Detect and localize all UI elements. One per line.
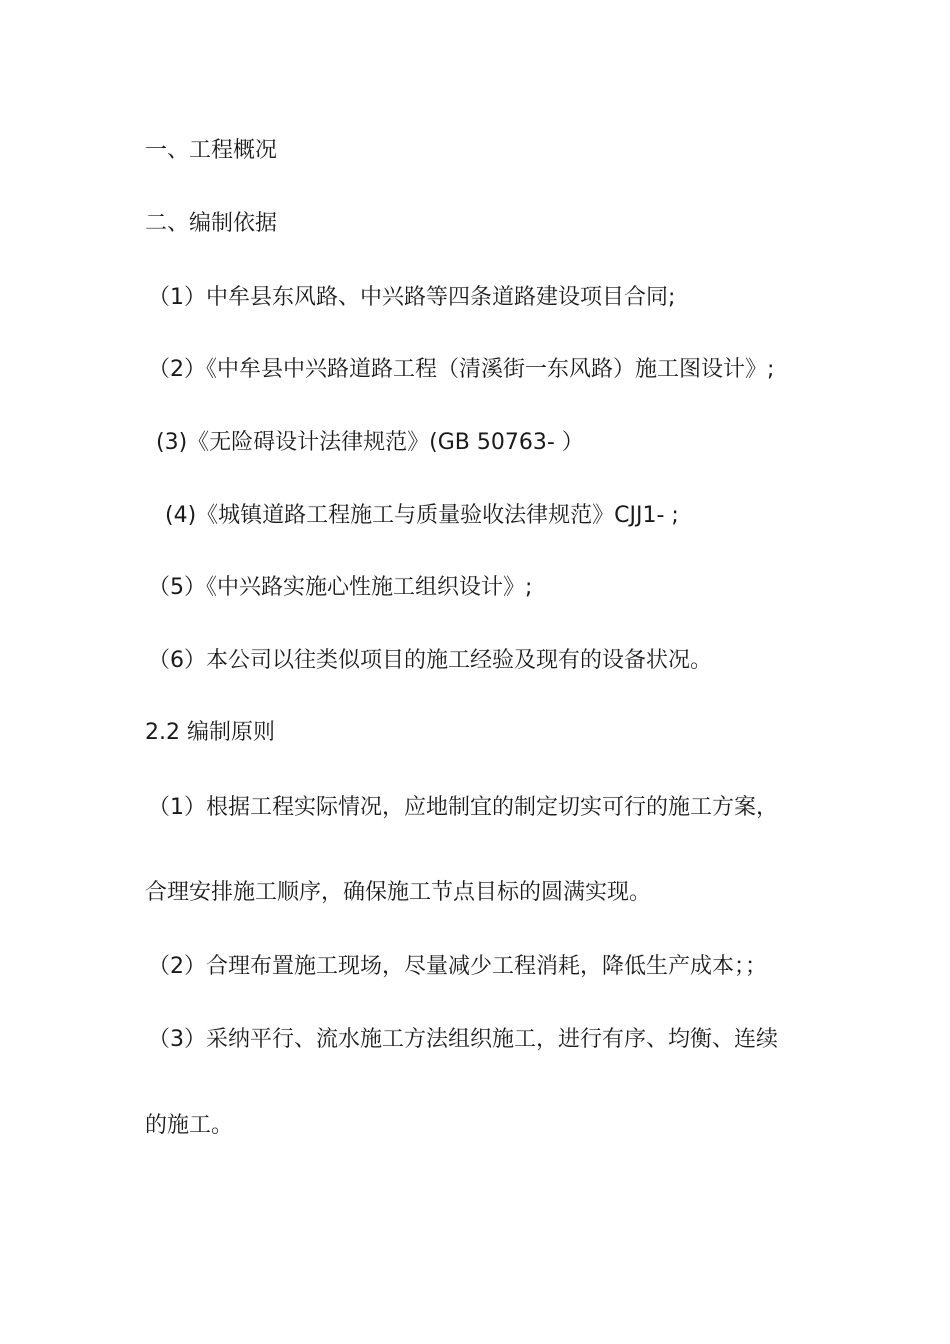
principle-1-line-1: （1）根据工程实际情况，应地制宜的制定切实可行的施工方案， xyxy=(148,795,778,820)
section-2-2-title: 2.2 编制原则 xyxy=(145,720,275,745)
basis-item-4: (4)《城镇道路工程施工与质量验收法律规范》CJJ1- ; xyxy=(165,503,679,528)
basis-item-1: （1）中牟县东风路、中兴路等四条道路建设项目合同; xyxy=(148,285,676,310)
principle-3-line-1: （3）采纳平行、流水施工方法组织施工，进行有序、均衡、连续 xyxy=(148,1027,778,1052)
principle-3-line-2: 的施工。 xyxy=(145,1113,234,1138)
basis-item-5: （5）《中兴路实施心性施工组织设计》; xyxy=(148,575,533,600)
basis-item-3: (3)《无险碍设计法律规范》(GB 50763- ） xyxy=(156,430,584,455)
basis-item-6: （6）本公司以往类似项目的施工经验及现有的设备状况。 xyxy=(148,648,712,673)
heading-project-overview: 一、工程概况 xyxy=(145,138,278,163)
principle-1-line-2: 合理安排施工顺序，确保施工节点目标的圆满实现。 xyxy=(145,880,652,905)
heading-compilation-basis: 二、编制依据 xyxy=(145,211,278,236)
principle-2: （2）合理布置施工现场，尽量减少工程消耗，降低生产成本；； xyxy=(148,954,767,979)
basis-item-2: （2）《中牟县中兴路道路工程（清溪街一东风路）施工图设计》; xyxy=(148,357,775,382)
